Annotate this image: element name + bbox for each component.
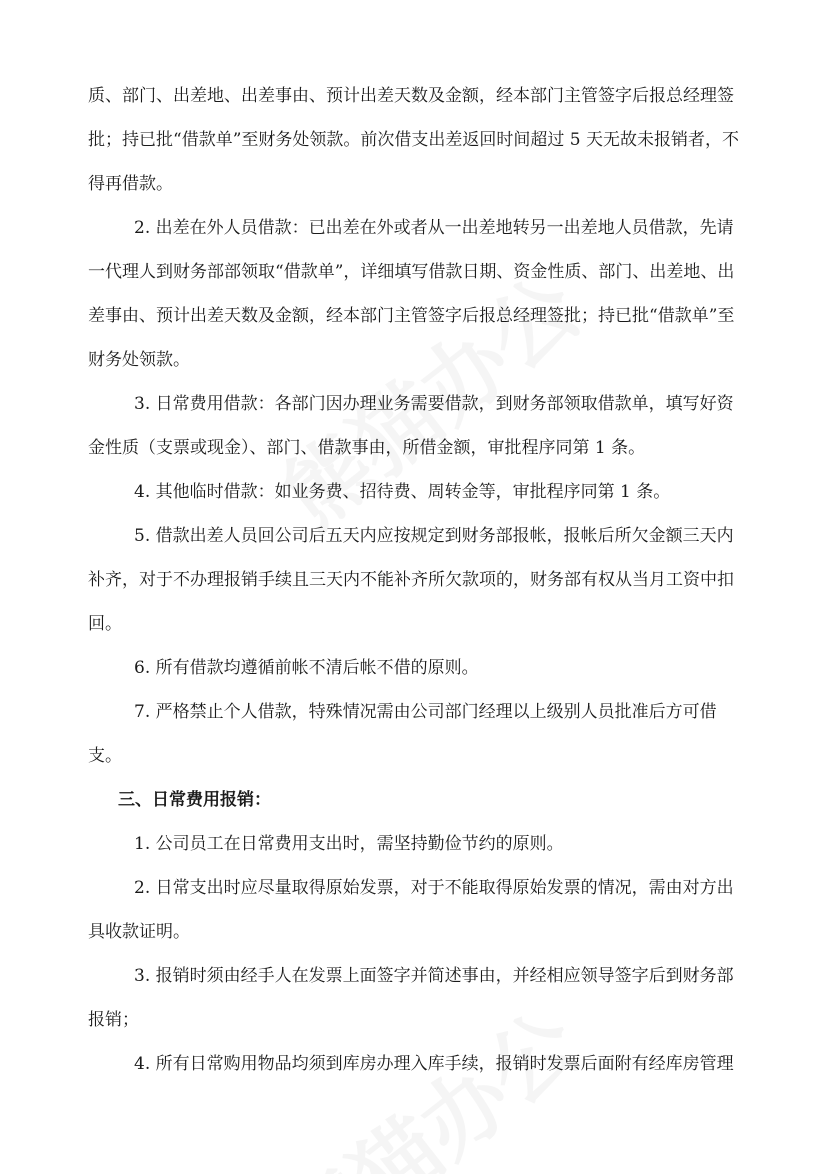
paragraph-line: 差事由、预计出差天数及金额，经本部门主管签字后报总经理签批；持已批“借款单”至 (88, 306, 735, 326)
paragraph-line: 得再借款。 (88, 174, 173, 194)
paragraph-line: 回。 (88, 614, 122, 634)
paragraph-line: 金性质（支票或现金）、部门、借款事由，所借金额，审批程序同第 1 条。 (88, 438, 646, 458)
paragraph-line: 4. 其他临时借款：如业务费、招待费、周转金等，审批程序同第 1 条。 (134, 482, 671, 502)
paragraph-line: 5. 借款出差人员回公司后五天内应按规定到财务部报帐，报帐后所欠金额三天内 (134, 526, 734, 546)
paragraph-line: 3. 报销时须由经手人在发票上面签字并简述事由，并经相应领导签字后到财务部 (134, 966, 734, 986)
paragraph-line: 2. 出差在外人员借款：已出差在外或者从一出差地转另一出差地人员借款，先请 (134, 218, 734, 238)
paragraph-line: 支。 (88, 746, 122, 766)
paragraph-line: 1. 公司员工在日常费用支出时，需坚持勤俭节约的原则。 (134, 834, 564, 854)
paragraph-line: 批；持已批“借款单”至财务处领款。前次借支出差返回时间超过 5 天无故未报销者，不 (88, 130, 740, 150)
paragraph-line: 质、部门、出差地、出差事由、预计出差天数及金额，经本部门主管签字后报总经理签 (88, 86, 734, 106)
paragraph-line: 6. 所有借款均遵循前帐不清后帐不借的原则。 (134, 658, 479, 678)
paragraph-line: 2. 日常支出时应尽量取得原始发票，对于不能取得原始发票的情况，需由对方出 (134, 878, 734, 898)
section-heading: 三、日常费用报销： (118, 790, 271, 810)
paragraph-line: 4. 所有日常购用物品均须到库房办理入库手续，报销时发票后面附有经库房管理 (134, 1054, 734, 1074)
paragraph-line: 财务处领款。 (88, 350, 190, 370)
paragraph-line: 报销； (88, 1010, 139, 1030)
paragraph-line: 补齐，对于不办理报销手续且三天内不能补齐所欠款项的，财务部有权从当月工资中扣 (88, 570, 734, 590)
paragraph-line: 具收款证明。 (88, 922, 190, 942)
paragraph-line: 一代理人到财务部部领取“借款单”，详细填写借款日期、资金性质、部门、出差地、出 (88, 262, 735, 282)
paragraph-line: 7. 严格禁止个人借款，特殊情况需由公司部门经理以上级别人员批准后方可借 (134, 702, 717, 722)
watermark (253, 977, 600, 1174)
paragraph-line: 3. 日常费用借款：各部门因办理业务需要借款，到财务部领取借款单，填写好资 (134, 394, 734, 414)
